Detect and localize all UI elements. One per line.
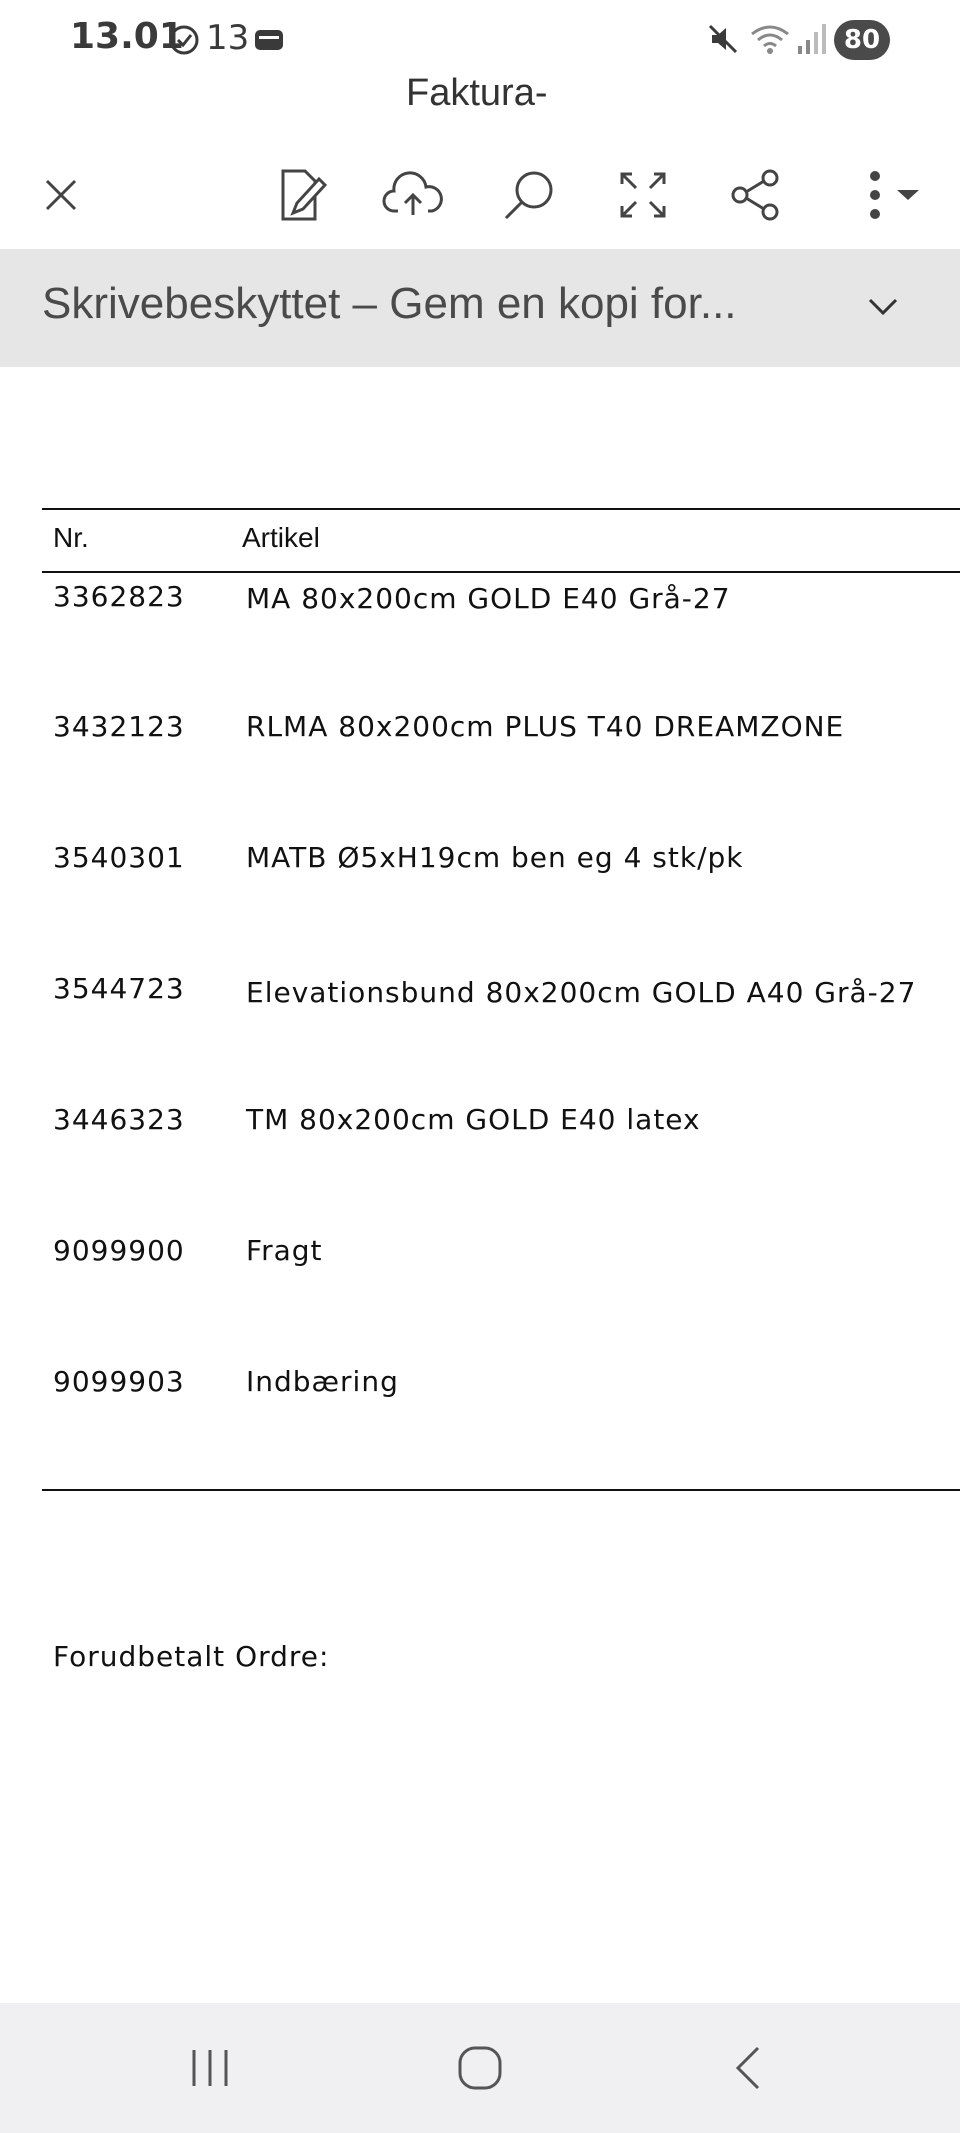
item-description: Indbæring bbox=[246, 1365, 399, 1398]
item-description: TM 80x200cm GOLD E40 latex bbox=[246, 1103, 701, 1136]
status-time: 13.01 bbox=[70, 16, 184, 57]
back-icon bbox=[728, 2044, 768, 2092]
share-button[interactable] bbox=[720, 160, 790, 230]
more-options-button[interactable] bbox=[850, 160, 930, 230]
back-button[interactable] bbox=[708, 2033, 788, 2103]
check-circle-icon bbox=[168, 24, 200, 56]
table-bottom-rule bbox=[42, 1489, 960, 1491]
recent-apps-button[interactable] bbox=[170, 2033, 250, 2103]
share-icon bbox=[728, 168, 782, 222]
wifi-icon bbox=[748, 20, 792, 58]
column-header-nr: Nr. bbox=[53, 522, 89, 553]
item-number: 9099903 bbox=[53, 1365, 185, 1398]
item-number: 3446323 bbox=[53, 1103, 185, 1136]
fullscreen-icon bbox=[618, 170, 668, 220]
close-icon bbox=[44, 178, 78, 212]
item-number: 3432123 bbox=[53, 710, 185, 743]
signal-icon bbox=[796, 22, 826, 56]
cloud-upload-icon bbox=[382, 171, 444, 219]
item-number: 3540301 bbox=[53, 841, 185, 874]
mute-icon bbox=[706, 22, 740, 56]
item-description: Elevationsbund 80x200cm GOLD A40 Grå-27 bbox=[246, 976, 917, 1009]
item-number: 9099900 bbox=[53, 1234, 185, 1267]
prepaid-order-label: Forudbetalt Ordre: bbox=[53, 1640, 330, 1673]
item-description: Fragt bbox=[246, 1234, 323, 1267]
more-options-icon bbox=[855, 170, 925, 220]
cloud-upload-button[interactable] bbox=[378, 160, 448, 230]
item-number: 3544723 bbox=[53, 972, 185, 1005]
chevron-down-icon[interactable] bbox=[866, 288, 900, 328]
item-description: MATB Ø5xH19cm ben eg 4 stk/pk bbox=[246, 841, 744, 874]
wallet-icon bbox=[254, 28, 284, 52]
home-icon bbox=[456, 2044, 504, 2092]
item-description: MA 80x200cm GOLD E40 Grå-27 bbox=[246, 582, 731, 615]
navigation-bar bbox=[0, 2003, 960, 2133]
toolbar bbox=[0, 140, 960, 250]
read-only-banner[interactable] bbox=[0, 249, 960, 367]
item-description: RLMA 80x200cm PLUS T40 DREAMZONE bbox=[246, 710, 845, 743]
edit-icon bbox=[275, 167, 327, 223]
battery-indicator: 80 bbox=[834, 20, 890, 60]
edit-button[interactable] bbox=[266, 160, 336, 230]
status-bar bbox=[0, 0, 960, 80]
search-button[interactable] bbox=[494, 160, 564, 230]
home-button[interactable] bbox=[440, 2033, 520, 2103]
recent-apps-icon bbox=[188, 2046, 232, 2090]
item-number: 3362823 bbox=[53, 580, 185, 613]
table-top-rule bbox=[42, 508, 960, 510]
status-temperature: 13 bbox=[206, 18, 250, 58]
search-icon bbox=[502, 168, 556, 222]
close-button[interactable] bbox=[26, 160, 96, 230]
fullscreen-button[interactable] bbox=[608, 160, 678, 230]
column-header-artikel: Artikel bbox=[242, 522, 320, 553]
header-bottom-rule bbox=[42, 571, 960, 573]
banner-text: Skrivebeskyttet – Gem en kopi for... bbox=[42, 279, 737, 328]
document-title: Faktura- bbox=[406, 72, 548, 114]
